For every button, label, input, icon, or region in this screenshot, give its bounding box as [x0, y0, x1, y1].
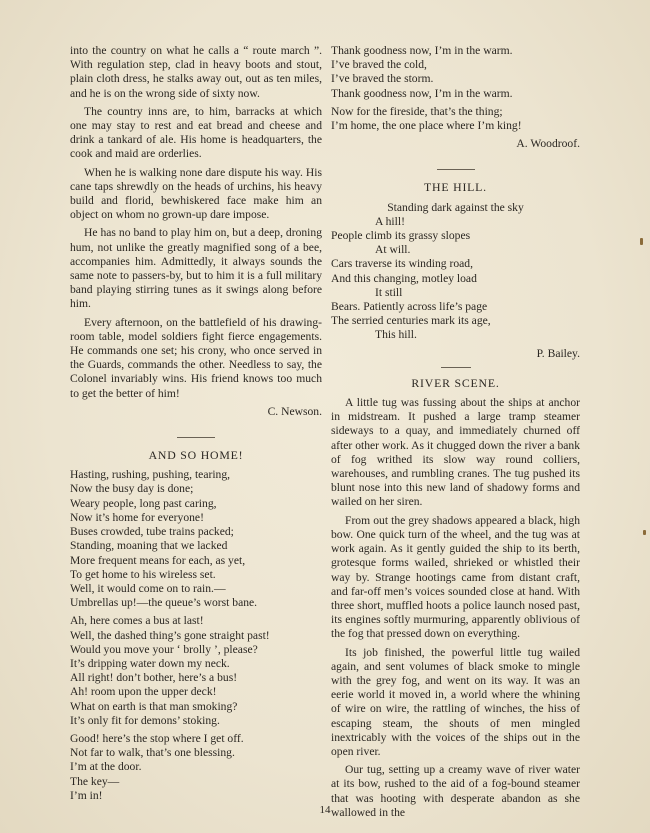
and-so-home-poem-end [331, 44, 580, 151]
poem-line: What on earth is that man smoking? [70, 699, 238, 713]
poem-line: To get home to his wireless set. [70, 567, 216, 581]
page-number: 14 [319, 804, 331, 816]
river-paragraph-1: A little tug was fussing about the ships at anchor in midstream. It pushed a large tramp steamer sideways to a quay, and immediately churned off after other work. As it chugged down the river a bank of fog writhed its slow way round colliers, warehouses, and rumbling cranes. The tug pushed its blunt nose into this new land of shadowy forms and wailed on her siren. [331, 396, 580, 509]
colonel-paragraph-3: When he is walking none dare dispute his way. His cane taps shrewdly on the heads of urchins, his heavy build and florid, bewhiskered face make him an object on whom no grown-up dare impose. [70, 165, 322, 222]
poem-stanza [70, 468, 322, 610]
colonel-paragraph-2: The country inns are, to him, barracks at which one may stay to rest and eat bread and cheese and drink a tankard of ale. His home is headquarters, the cook and maid are orderlies. [70, 104, 322, 161]
the-hill-title: THE HILL. [424, 180, 487, 195]
paper-blemish [643, 530, 646, 535]
poem-line: I’m home, the one place where I’m king! [331, 119, 522, 133]
poem-line: Well, it would come on to rain.— [70, 581, 226, 595]
section-divider [441, 367, 471, 368]
poem-stanza [331, 44, 580, 101]
and-so-home-title: AND SO HOME! [148, 448, 244, 463]
poem-line: I’ve braved the cold, [331, 58, 427, 72]
poem-line: I’m at the door. [70, 760, 142, 774]
poem-line: People climb its grassy slopes [331, 229, 471, 243]
poem-line: Now it’s home for everyone! [70, 510, 204, 524]
poem-line: Good! here’s the stop where I get off. [70, 731, 244, 745]
section-divider [177, 437, 215, 438]
poem-line: Thank goodness now, I’m in the warm. [331, 44, 513, 57]
poem-line: Standing dark against the sky [387, 200, 524, 214]
and-so-home-poem [70, 468, 322, 803]
colonel-paragraph-4: He has no band to play him on, but a deep, droning hum, not unlike the greatly magnified song of a bee, accompanies him. Admittedly, it always sounds the same note to passers-by, but to him it is a full military band playing stirring tunes as it swings along before him. [70, 226, 322, 311]
poem-line: I’m in! [70, 788, 103, 802]
poem-line: The serried centuries mark its age, [331, 314, 491, 328]
poem-line: Bears. Patiently across life’s page [331, 300, 488, 314]
woodroof-signature: A. Woodroof. [516, 137, 580, 151]
poem-line: And this changing, motley load [331, 271, 477, 285]
poem-line: Well, the dashed thing’s gone straight past! [70, 628, 270, 642]
poem-line: Hasting, rushing, pushing, tearing, [70, 468, 231, 482]
poem-line: Not far to walk, that’s one blessing. [70, 746, 235, 760]
poem-line: I’ve braved the storm. [331, 72, 434, 86]
poem-stanza [331, 105, 580, 133]
right-column [331, 44, 580, 824]
poem-line: Buses crowded, tube trains packed; [70, 525, 234, 539]
poem-line: This hill. [375, 328, 417, 342]
poem-line: Ah, here comes a bus at last! [70, 614, 204, 628]
poem-line: Umbrellas up!—the queue’s worst bane. [70, 596, 258, 610]
river-paragraph-3: Its job finished, the powerful little tug wailed again, and sent volumes of black smoke to mingle with the grey fog, and went on its way. It was an eerie world it moved in, a world where the whining of wire on wire, the rattling of winches, the hiss of escaping steam, the shouts of men mingled inextricably with the voices of the ships out in the open river. [331, 645, 580, 758]
colonel-paragraph-5: Every afternoon, on the battlefield of his drawing-room table, model soldiers fight fierce engagements. He commands one set; his crony, who once served in the Guards, commands the other. Needless to say, the Colonel invariably wins. His friend knows too much to get the better of him! [70, 315, 322, 400]
poem-stanza [70, 614, 322, 728]
poem-line: All right! don’t bother, here’s a bus! [70, 671, 238, 685]
poem-line: Standing, moaning that we lacked [70, 539, 228, 553]
poem-line: Cars traverse its winding road, [331, 257, 473, 271]
poem-line: Would you move your ‘ brolly ’, please? [70, 642, 258, 656]
river-paragraph-2: From out the grey shadows appeared a black, high bow. One quick turn of the wheel, and the tug was at work again. As it gently guided the ship to its berth, grotesque forms wailed, shrieked or whistled their way by. Strange hootings came from distant craft, and far-off men’s voices sounded close at hand. With three short, muffled hoots a police launch nosed past, its engines softly murmuring, apparently oblivious of the fog that pressed down on everything. [331, 513, 580, 641]
river-scene-title: RIVER SCENE. [411, 375, 500, 390]
bailey-signature: P. Bailey. [536, 346, 580, 360]
poem-line: The key— [70, 774, 120, 788]
poem-line: It still [375, 285, 403, 299]
poem-line: A hill! [375, 214, 405, 228]
poem-line: More frequent means for each, as yet, [70, 553, 246, 567]
poem-line: Now the busy day is done; [70, 482, 194, 496]
paper-blemish [640, 238, 643, 245]
section-divider [437, 169, 475, 170]
river-paragraph-4: Our tug, setting up a creamy wave of river water at its bow, rushed to the aid of a fog-bound steamer that was hooting with desperate abandon as she wallowed in the [331, 763, 580, 819]
poem-line: Thank goodness now, I’m in the warm. [331, 86, 513, 100]
poem-line: At will. [375, 243, 411, 257]
colonel-paragraph-1: into the country on what he calls a “ route march ”. With regulation step, clad in heavy boots and stout, plain cloth dress, he stalks away out, out as ten miles, and he is on the wrong side of sixty now. [70, 44, 322, 100]
the-hill-poem [331, 201, 580, 343]
poem-line: Weary people, long past caring, [70, 496, 217, 510]
poem-line: Now for the fireside, that’s the thing; [331, 104, 503, 118]
newson-signature: C. Newson. [267, 404, 322, 418]
poem-line: It’s dripping water down my neck. [70, 656, 230, 670]
left-column [70, 44, 322, 807]
poem-stanza [70, 732, 322, 803]
poem-line: It’s only fit for demons’ stoking. [70, 713, 220, 727]
poem-line: Ah! room upon the upper deck! [70, 685, 217, 699]
